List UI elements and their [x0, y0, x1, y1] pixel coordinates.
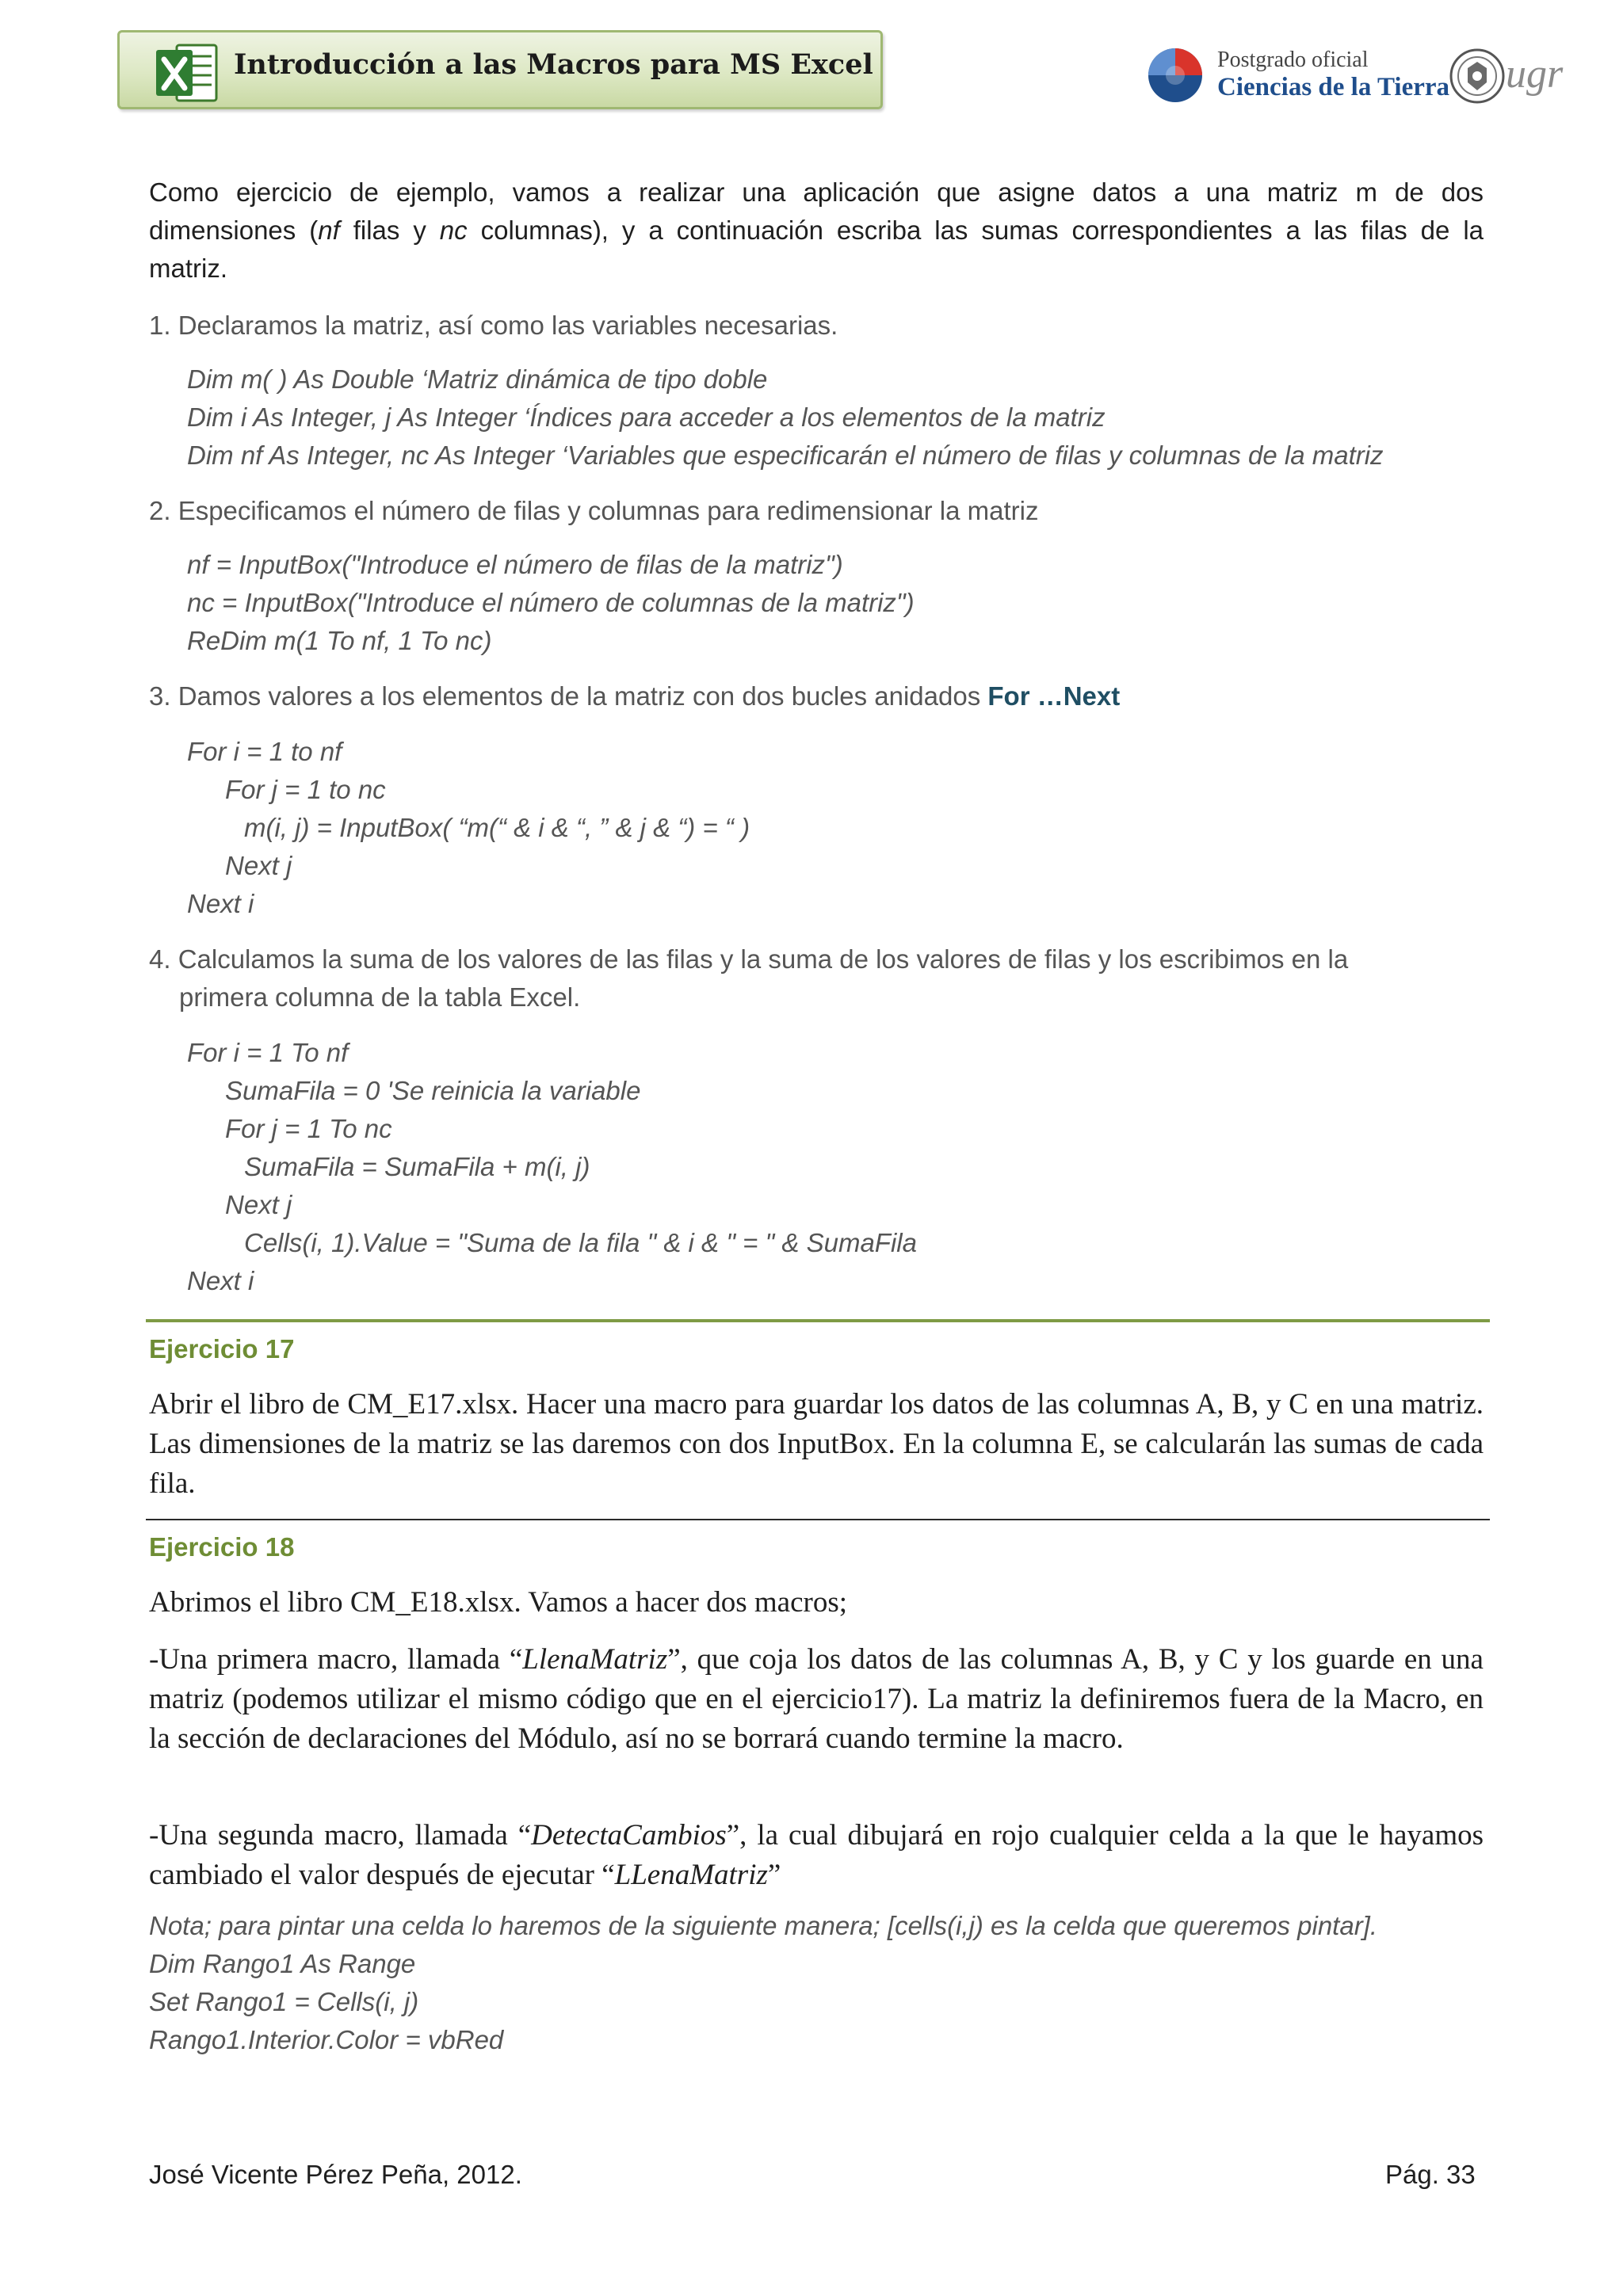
code-line: SumaFila = SumaFila + m(i, j)	[244, 1152, 590, 1181]
excel-logo-icon	[153, 39, 220, 105]
university-mark: ugr	[1506, 51, 1564, 97]
note-line: Nota; para pintar una celda lo haremos de la siguiente manera; [cells(i,j) es la celda que queremos pintar].	[149, 1911, 1378, 1940]
code-line: Next j	[225, 851, 292, 880]
code-line: For i = 1 to nf	[187, 737, 342, 766]
footer-author: José Vicente Pérez Peña, 2012.	[149, 2160, 522, 2189]
note-line: Rango1.Interior.Color = vbRed	[149, 2025, 504, 2054]
header-title: Introducción a las Macros para MS Excel	[234, 48, 873, 81]
code-line: Dim m( ) As Double ‘Matriz dinámica de tipo doble	[187, 364, 768, 394]
note-line: Set Rango1 = Cells(i, j)	[149, 1987, 419, 2016]
exercise-18-para-1: Abrimos el libro CM_E18.xlsx. Vamos a hacer dos macros;	[149, 1586, 848, 1619]
intro-line-3: matriz.	[149, 254, 227, 283]
exercise-18-para-2: -Una primera macro, llamada “LlenaMatriz”, que coja los datos de las columnas A, B, y C y los guarde en una matriz (podemos utilizar el mismo código que en el ejercicio17). La matriz la definiremos fuera de la Macro, en la sección de declaraciones del Módulo, así no se borrará cuando termine la macro.	[149, 1643, 1484, 1755]
code-line: SumaFila = 0 'Se reinicia la variable	[225, 1076, 641, 1105]
step-2-text: 2. Especificamos el número de filas y columnas para redimensionar la matriz	[149, 496, 1039, 525]
exercise-17-body: Abrir el libro de CM_E17.xlsx. Hacer una macro para guardar los datos de las columnas A, B, y C en una matriz. Las dimensiones de la matriz se las daremos con dos InputBox. En la columna E, se calcularán las sumas de cada fila.	[149, 1388, 1484, 1500]
page-number: Pág. 33	[1385, 2160, 1476, 2189]
globe-logo-icon	[1146, 46, 1205, 105]
step-1-text: 1. Declaramos la matriz, así como las variables necesarias.	[149, 311, 838, 340]
code-line: Next i	[187, 889, 254, 918]
code-line: For j = 1 To nc	[225, 1114, 392, 1143]
code-line: Next i	[187, 1266, 254, 1295]
university-seal-icon	[1449, 48, 1506, 105]
code-line: Cells(i, 1).Value = "Suma de la fila " & i & " = " & SumaFila	[244, 1228, 917, 1257]
code-line: nf = InputBox("Introduce el número de filas de la matriz")	[187, 550, 843, 579]
step-4-text: 4. Calculamos la suma de los valores de las filas y la suma de los valores de filas y los escribimos en la	[149, 944, 1349, 974]
note-line: Dim Rango1 As Range	[149, 1949, 416, 1978]
section-divider	[146, 1519, 1490, 1520]
code-line: For i = 1 To nf	[187, 1038, 349, 1067]
code-line: Dim nf As Integer, nc As Integer ‘Variables que especificarán el número de filas y columnas de la matriz	[187, 441, 1384, 470]
code-line: Dim i As Integer, j As Integer ‘Índices para acceder a los elementos de la matriz	[187, 402, 1106, 432]
header-banner	[117, 30, 883, 109]
code-line: nc = InputBox("Introduce el número de columnas de la matriz")	[187, 588, 915, 617]
exercise-17-title: Ejercicio 17	[149, 1334, 295, 1363]
exercise-18-title: Ejercicio 18	[149, 1532, 295, 1562]
code-line: m(i, j) = InputBox( “m(“ & i & “, ” & j & “) = “ )	[244, 813, 750, 842]
institution-line2: Ciencias de la Tierra	[1217, 73, 1450, 101]
intro-line-1: Como ejercicio de ejemplo, vamos a realizar una aplicación que asigne datos a una matriz m de dos	[149, 177, 1484, 207]
step-3-text: 3. Damos valores a los elementos de la matriz con dos bucles anidados For …Next	[149, 681, 1121, 711]
for-next-keyword: For …Next	[987, 681, 1121, 711]
code-line: Next j	[225, 1190, 292, 1219]
exercise-18-para-3: -Una segunda macro, llamada “DetectaCambios”, la cual dibujará en rojo cualquier celda a la que le hayamos cambiado el valor después de ejecutar “LLenaMatriz”	[149, 1819, 1484, 1891]
institution-line1: Postgrado oficial	[1217, 48, 1369, 72]
intro-line-2: dimensiones (nf filas y nc columnas), y a continuación escriba las sumas correspondientes a las filas de la	[149, 215, 1484, 245]
step-4-text-cont: primera columna de la tabla Excel.	[179, 982, 581, 1012]
code-line: For j = 1 to nc	[225, 775, 386, 804]
code-line: ReDim m(1 To nf, 1 To nc)	[187, 626, 492, 655]
section-divider	[146, 1319, 1490, 1322]
